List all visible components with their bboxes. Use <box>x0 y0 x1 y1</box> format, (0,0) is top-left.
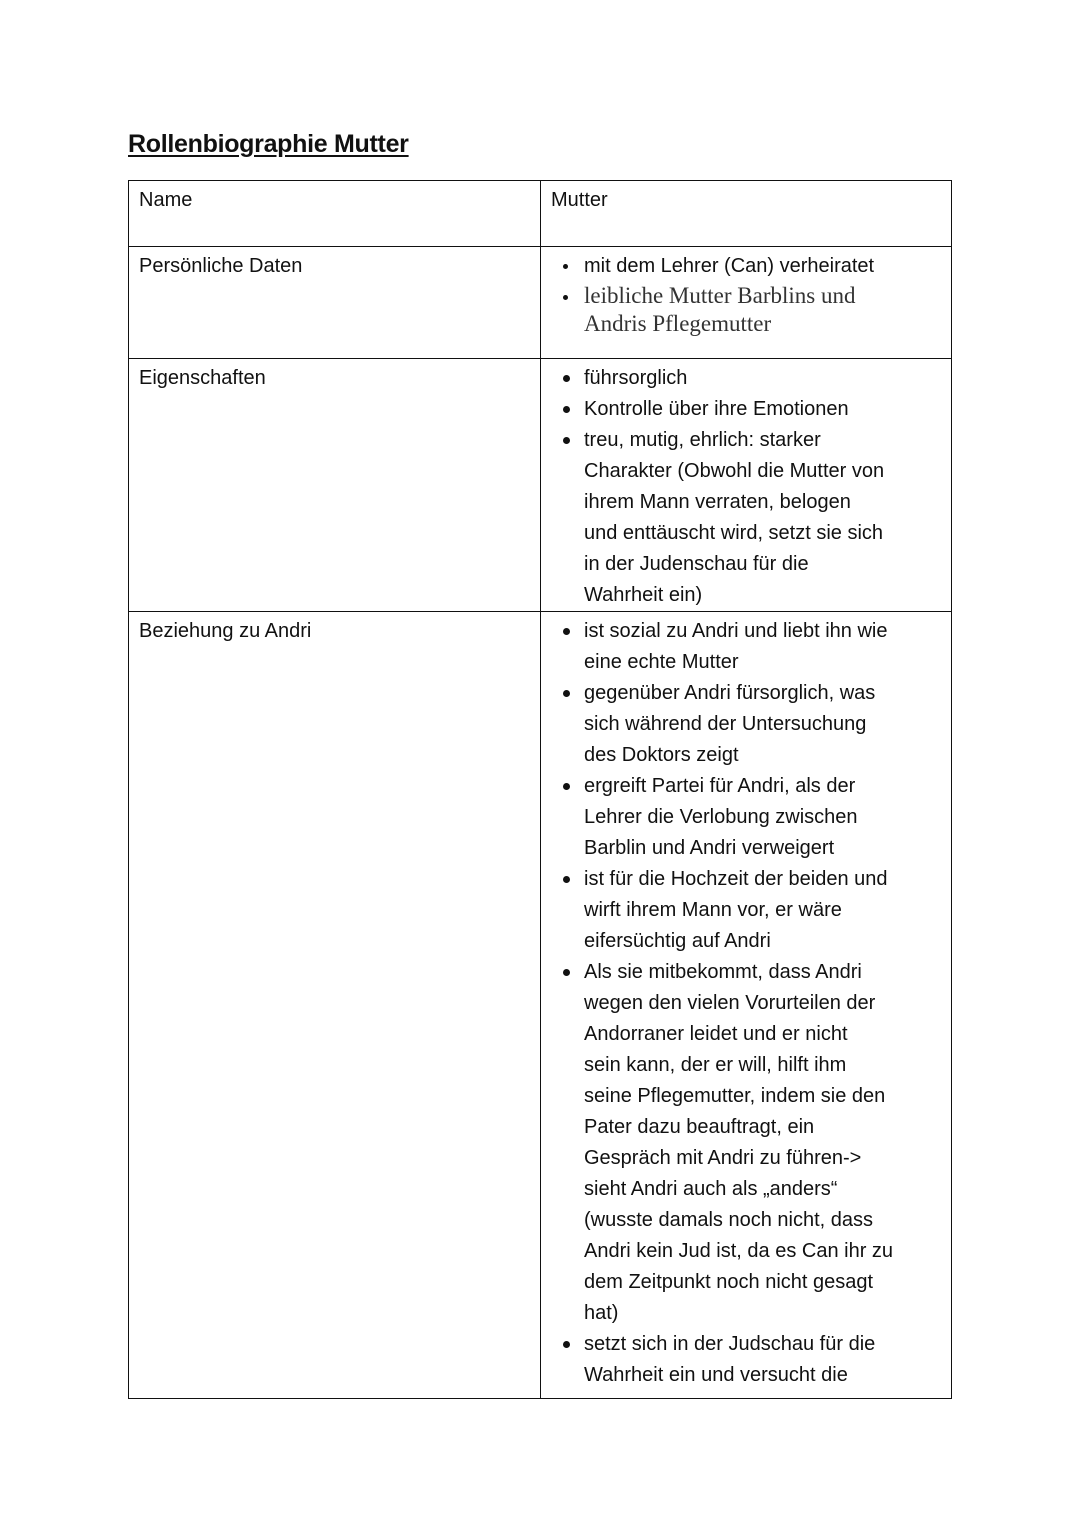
list-item <box>551 1329 941 1391</box>
biography-table <box>128 180 952 1399</box>
list-item <box>551 864 941 957</box>
bullet-list <box>551 363 941 611</box>
list-item-line: ist für die Hochzeit der beiden und <box>584 868 888 890</box>
row-label: Name <box>129 181 541 247</box>
row-label: Eigenschaften <box>129 359 541 612</box>
list-item <box>551 394 941 425</box>
table-row-traits <box>129 359 952 612</box>
list-item-line: führsorglich <box>584 367 688 389</box>
list-item-line: des Doktors zeigt <box>584 744 739 766</box>
list-item-line: Pater dazu beauftragt, ein <box>584 1116 815 1138</box>
list-item <box>551 363 941 394</box>
table-row-name <box>129 181 952 247</box>
row-value: Mutter <box>541 181 952 247</box>
list-item-line: Andris Pflegemutter <box>584 311 772 336</box>
list-item <box>551 771 941 864</box>
list-item-line: Andri kein Jud ist, da es Can ihr zu <box>584 1240 894 1262</box>
list-item-line: Wahrheit ein) <box>584 584 703 606</box>
list-item-line: Kontrolle über ihre Emotionen <box>584 398 849 420</box>
list-item-line: seine Pflegemutter, indem sie den <box>584 1085 886 1107</box>
table-row-personal-data <box>129 247 952 359</box>
list-item-line: ist sozial zu Andri und liebt ihn wie <box>584 620 888 642</box>
list-item-line: Wahrheit ein und versucht die <box>584 1364 848 1386</box>
bullet-list <box>551 616 941 1391</box>
list-item-line: wirft ihrem Mann vor, er wäre <box>584 899 842 921</box>
list-item-line: Andorraner leidet und er nicht <box>584 1023 848 1045</box>
list-item <box>551 957 941 1329</box>
list-item-line: in der Judenschau für die <box>584 553 809 575</box>
list-item <box>551 425 941 611</box>
list-item-line: eifersüchtig auf Andri <box>584 930 771 952</box>
list-item-line: Charakter (Obwohl die Mutter von <box>584 460 885 482</box>
list-item <box>551 282 941 338</box>
list-item <box>551 251 941 282</box>
list-item-line: sein kann, der er will, hilft ihm <box>584 1054 847 1076</box>
list-item-line: setzt sich in der Judschau für die <box>584 1333 876 1355</box>
list-item-line: mit dem Lehrer (Can) verheiratet <box>584 255 875 277</box>
list-item-line: und enttäuscht wird, setzt sie sich <box>584 522 884 544</box>
list-item-line: wegen den vielen Vorurteilen der <box>584 992 876 1014</box>
list-item-line: eine echte Mutter <box>584 651 739 673</box>
list-item-line: dem Zeitpunkt noch nicht gesagt <box>584 1271 874 1293</box>
list-item-line: hat) <box>584 1302 619 1324</box>
list-item-line: leibliche Mutter Barblins und <box>584 283 856 308</box>
list-item <box>551 616 941 678</box>
list-item-line: treu, mutig, ehrlich: starker <box>584 429 821 451</box>
row-label: Persönliche Daten <box>129 247 541 359</box>
list-item-line: (wusste damals noch nicht, dass <box>584 1209 874 1231</box>
page-title: Rollenbiographie Mutter <box>128 130 409 158</box>
table-row-relationship-andri <box>129 612 952 1399</box>
list-item-line: ergreift Partei für Andri, als der <box>584 775 856 797</box>
list-item-line: gegenüber Andri fürsorglich, was <box>584 682 876 704</box>
list-item-line: Lehrer die Verlobung zwischen <box>584 806 858 828</box>
bullet-list <box>551 251 941 338</box>
list-item-line: Als sie mitbekommt, dass Andri <box>584 961 862 983</box>
list-item-line: sich während der Untersuchung <box>584 713 867 735</box>
list-item-line: Gespräch mit Andri zu führen-> <box>584 1147 862 1169</box>
list-item-line: Barblin und Andri verweigert <box>584 837 835 859</box>
list-item <box>551 678 941 771</box>
list-item-line: sieht Andri auch als „anders“ <box>584 1178 838 1200</box>
list-item-line: ihrem Mann verraten, belogen <box>584 491 851 513</box>
row-label: Beziehung zu Andri <box>129 612 541 1399</box>
